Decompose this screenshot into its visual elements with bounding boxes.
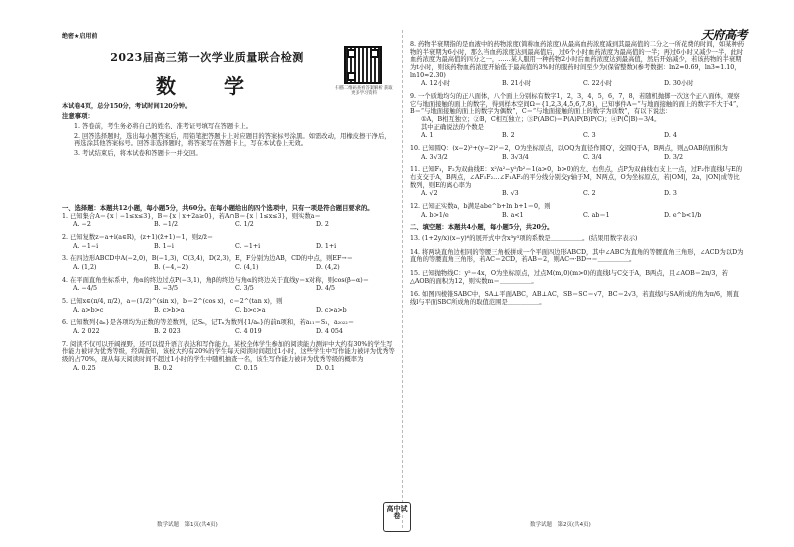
option: B. a<1 [502, 211, 524, 219]
option: D. 4 054 [316, 328, 343, 336]
option: C. 3/5 [235, 285, 254, 293]
question-stem: 1. 已知集合A＝{x｜−1≤x≤3}，B＝{x｜x+2a≥0}，若A∩B＝{x｜1≤x≤3}，则实数a＝ [62, 212, 321, 220]
option: C. b>c>a [235, 306, 266, 314]
question-stem: 6. 已知数列{aₙ}是各项均为正数的等差数列，记Sₙ，记Tₙ为数列{1/aₙ}的前n项和，若a₁₁＝S₁，a₂₀₂₂＝ [62, 319, 355, 327]
question-statements: ①A，B相互独立；②B，C相互独立；③P(ABC)＝P(A)P(B)P(C)；④P(C̄|B)＝3/4。 [421, 116, 661, 124]
option: A. √2 [421, 190, 438, 198]
page-footer-right: 数学试题 第2页(共4页) [530, 522, 591, 528]
fill-question-15: 15. 已知抛物线C：y²＝4x，O为坐标原点，过点M(m,0)(m>0)的直线l与C交于A，B两点，且∠AOB＝2π/3，若△AOB的面积为12，则实数m＝＿＿＿＿＿。 [410, 270, 728, 285]
question-4 [62, 277, 397, 293]
answer-options [421, 212, 745, 220]
option: D. c>a>b [316, 306, 347, 314]
option: B. 2 023 [154, 328, 181, 336]
answer-options [73, 264, 397, 272]
section-heading: 一、选择题：本题共12小题，每小题5分，共60分。在每小题给出的四个选项中，只有一项是符合题目要求的。 [62, 205, 374, 212]
fill-question-14: 14. 将两块直角边相同的等腰三角板拼成一个平面四边形ABCD，其中∠ABC为直角的等腰直角三角形，∠ACD为以D为直角的等腰直角三角形，若AC＝2CD，若AB＝2，则AC→·BD→＝＿＿＿＿＿。 [410, 248, 744, 264]
question-stem: 8. 药物半衰期指的是血液中的药物浓度(简称血药浓度)从最高血药浓度减到其最高值的二分之一所花费的时间，如某种药物的半衰期为6小时，那么当血药浓度达到最高值后，过6个小时血药浓度为最高值的一半；再过6小时又减少一半，此时血药浓度为最高值的四分之一，……某人服用一种药物2小时后血药浓度达到最高值，然后开始减少，若该药物的半衰期为t小时，则该药物血药浓度开始低于最高值的3%时的服药时间至少为(保留整数)(参考数据：ln2≈0.69，ln3≈1.10，ln10≈2.30) [410, 41, 745, 79]
option: D. 30小时 [664, 80, 694, 88]
option: A. 2 022 [73, 328, 100, 336]
question-6 [62, 319, 397, 335]
question-prompt: 其中正确说法的个数是 [421, 123, 484, 131]
option: B. 21小时 [502, 80, 532, 88]
option: A. −2 [73, 221, 91, 229]
note-item: 1. 答卷前，考生务必将自己的姓名、准考证号填写在答题卡上。 [74, 123, 253, 130]
question-11 [410, 166, 745, 198]
choice-questions-left [62, 205, 397, 377]
option: C. 3 [583, 132, 596, 140]
exam-info: 本试卷4页，总分150分，考试时间120分钟。 [62, 103, 192, 110]
question-stem: 11. 已知F₁，F₂为双曲线E：x²/a²−y²/b²＝1(a>0，b>0)的左、右焦点，点P为双曲线右支上一点，过F₂作直线l与E的右支交于A，B两点，∠AF₁F₂…∠F₁AF₂的平分线分别交y轴于M，N两点，O为坐标原点，若|OM|，2a，|ON|成等比数列，则E的离心率为 [410, 166, 743, 189]
confidential-mark: 绝密★启用前 [62, 33, 98, 40]
answer-options [421, 154, 745, 162]
option: A. 12小时 [421, 80, 451, 88]
fill-question-16: 16. 如图四棱锥SABC中，SA⊥平面ABC，AB⊥AC，SB＝SC＝√7，BC＝2√3，若直线l与SA所成的角为π/6，则直线l与平面SBC所成角的取值范围是＿＿＿＿＿。 [410, 291, 739, 307]
question-stem: 2. 已知复数z＝a+i(a∈R)，(z+1)(z̄+1)＝1，则z/z̄＝ [62, 234, 214, 242]
notes-list [74, 123, 396, 160]
fill-question-13: 13. (1+2y/x)(x−y)⁶的展开式中含x³y³项的系数是＿＿＿＿＿。(结果用数字表示) [410, 235, 638, 243]
option: B. c>b>a [154, 306, 185, 314]
option: C. 4 019 [235, 328, 262, 336]
note-item: 2. 回答选择题时，选出每小题答案后，用铅笔把答题卡上对应题目的答案标号涂黑。如需改动，用橡皮擦干净后，再选涂其他答案标号。回答非选择题时，将答案写在答题卡上，写在本试卷上无效。 [74, 132, 391, 148]
question-10 [410, 145, 745, 161]
option: C. ab＝1 [583, 211, 610, 219]
option: A. −4/5 [73, 285, 97, 293]
question-8 [410, 41, 745, 88]
option: C. 3/4 [583, 153, 602, 161]
option: C. 0.15 [235, 364, 258, 372]
option: A. b>1/e [421, 211, 449, 219]
question-stem: 3. 在四边形ABCD中A(−2,0)，B(−1,3)，C(3,4)，D(2,3)，E，F分别为边AB，CD的中点，则EF→＝ [62, 255, 353, 263]
answer-options [421, 190, 745, 198]
qr-code-icon[interactable] [344, 46, 382, 84]
option: B. −1/2 [154, 221, 179, 229]
option: A. 0.25 [73, 364, 96, 372]
question-stem: 5. 已知x∈(π/4, π/2)，a＝(1/2)^(sin x)，b＝2^(cos x)，c＝2^(tan x)，则 [62, 298, 283, 306]
option: D. e^b<1/b [664, 211, 702, 219]
option: D. 3/2 [664, 153, 683, 161]
question-5 [62, 298, 397, 314]
question-1 [62, 213, 397, 229]
option: A. 3√3/2 [421, 153, 448, 161]
question-stem: 12. 已知正实数a，b满足abe^b+ln b+1＝0，则 [410, 203, 551, 211]
option: D. 3 [664, 190, 677, 198]
question-stem: 10. 已知圆Q：(x−2)²+(y−2)²＝2，O为坐标原点，以OQ为直径作圆Q′，交圆Q于A，B两点，则△OAB的面积为 [410, 145, 728, 153]
answer-options [73, 365, 397, 373]
option: D. 4/5 [316, 285, 335, 293]
option: A. −1−i [73, 242, 99, 250]
publisher-stamp: 高中试卷 [383, 502, 411, 532]
option: C. 1/2 [235, 221, 254, 229]
exam-title: 2023届高三第一次学业质量联合检测 [110, 51, 304, 64]
page-footer-left: 数学试题 第1页(共4页) [157, 522, 218, 528]
subject-title: 数 学 [156, 74, 258, 98]
option: D. 0.1 [316, 364, 335, 372]
answer-options [73, 285, 397, 293]
option: A. 1 [421, 132, 434, 140]
choice-questions-right [410, 41, 745, 313]
option: B. 0.2 [154, 364, 173, 372]
option: C. (4,1) [235, 264, 259, 272]
option: A. a>b>c [73, 306, 104, 314]
page-divider [402, 30, 403, 528]
option: D. 1+i [316, 242, 337, 250]
option: B. −3/5 [154, 285, 179, 293]
answer-options [73, 307, 397, 315]
option: A. (1,2) [73, 264, 97, 272]
option: B. (−4,−2) [154, 264, 189, 272]
option: D. 2 [316, 221, 329, 229]
answer-options [421, 80, 745, 88]
option: C. 22小时 [583, 80, 613, 88]
brand-logo: 天府高考 [700, 28, 747, 42]
answer-options [421, 132, 745, 140]
question-stem: 9. 一个质地均匀的正八面体，八个面上分别标有数字1，2，3，4，5，6，7，8，若随机抛掷一次这个正八面体，观察它与地面接触的面上的数字，得到样本空间Ω＝{1,2,3,4,5,6,7,8}，已知事件A＝“与地面接触的面上的数字不大于4”，B＝“与地面接触的面上的数字为偶数”，C＝“与地面接触的面上的数字为质数”，有以下说法： [410, 93, 743, 116]
question-2 [62, 234, 397, 250]
question-stem: 7. 阅读不仅可以开阔视野，还可以提升语言表达和写作能力。某校全体学生参加的阅读能力测评中大约有30%的学生写作能力被评为优秀等级，经调查知，该校大约有20%的学生每天阅读时间超过1小时，这些学生中写作能力被评为优秀等级的占70%，现从每天阅读时间不超过1小时的学生中随机抽查一名，该生写作能力被评为优秀等级的概率为 [62, 340, 395, 364]
option: B. √3 [502, 190, 519, 198]
option: D. 4 [664, 132, 677, 140]
answer-options [73, 221, 397, 229]
option: B. 1−i [154, 242, 174, 250]
question-stem: 4. 在平面直角坐标系中，角α的终边过点P(−3,1)，角β的终边与角α的终边关于直线y＝x对称，则cos(β−α)＝ [62, 276, 370, 284]
qr-caption: 扫描二维码查看答案解析 获取更多学习资料 [335, 86, 393, 97]
option: C. −1+i [235, 242, 261, 250]
section-heading: 二、填空题：本题共4小题，每小题5分，共20分。 [410, 224, 554, 232]
note-item: 3. 考试结束后，将本试卷和答题卡一并交回。 [74, 150, 202, 158]
question-9 [410, 93, 745, 140]
question-7 [62, 341, 397, 373]
question-12 [410, 203, 745, 219]
option: B. 2 [502, 132, 515, 140]
answer-options [73, 328, 397, 336]
option: C. 2 [583, 190, 596, 198]
answer-options [73, 243, 397, 251]
option: D. (4,2) [316, 264, 340, 272]
notes-heading: 注意事项： [62, 112, 94, 120]
option: B. 3√3/4 [502, 153, 529, 161]
question-3 [62, 255, 397, 271]
